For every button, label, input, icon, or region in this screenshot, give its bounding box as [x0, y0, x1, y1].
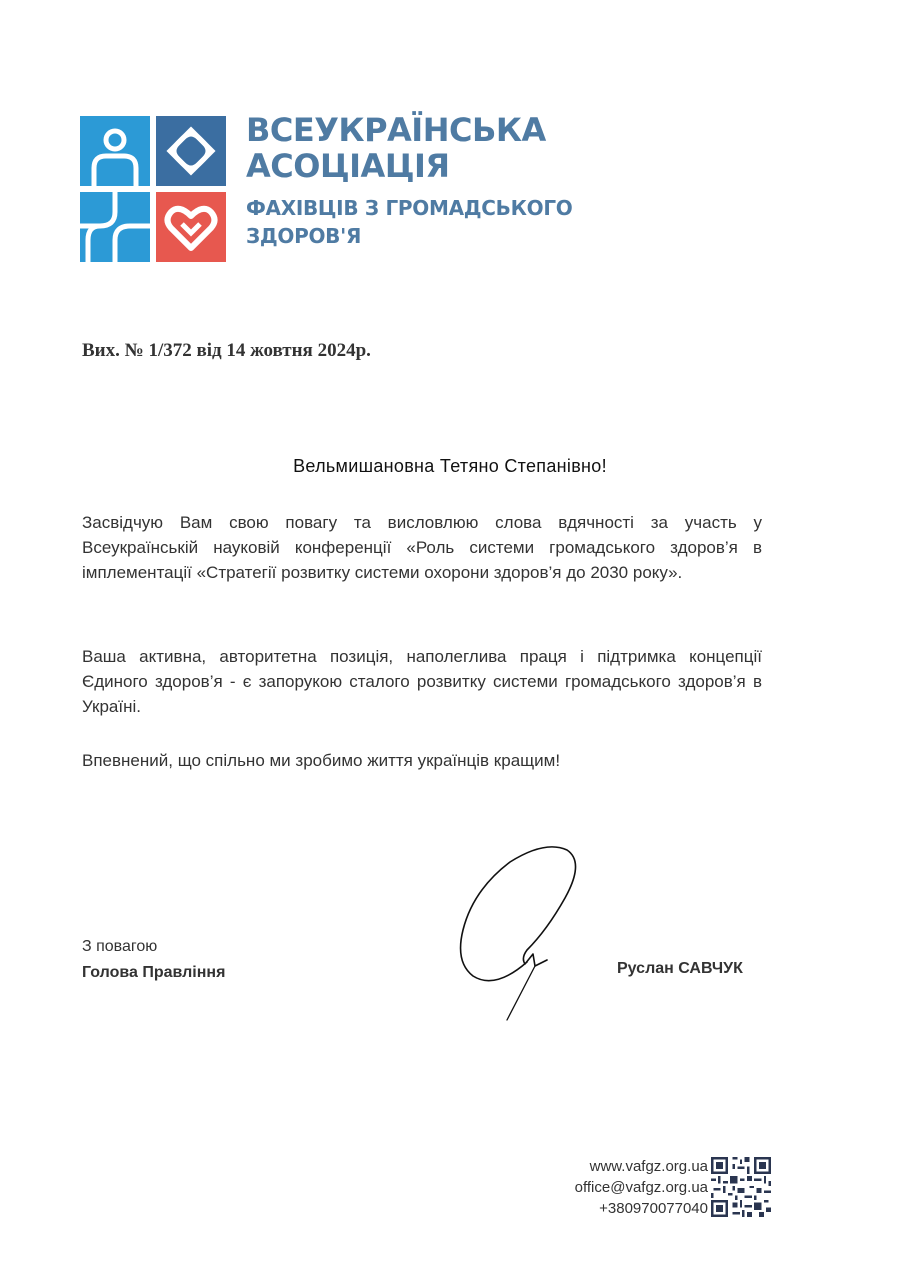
- closing-regards: З повагою: [82, 938, 158, 955]
- body-paragraph: Впевнений, що спільно ми зробимо життя українців кращим!: [82, 751, 561, 770]
- qr-code-icon: [711, 1157, 771, 1217]
- website-link[interactable]: www.vafgz.org.ua: [589, 1158, 708, 1175]
- association-logo-icon: [80, 116, 226, 262]
- phone-number: +380970077040: [599, 1200, 708, 1217]
- contact-block: [575, 1156, 708, 1219]
- closing-block: [82, 934, 225, 986]
- salutation: Вельмишановна Тетяно Степанівно!: [293, 456, 607, 476]
- handwritten-signature: [455, 840, 595, 1025]
- letterhead-line: ЗДОРОВ'Я: [246, 224, 362, 248]
- body-paragraph: Ваша активна, авторитетна позиція, наполеглива праця і підтримка концепції Єдиного здоров’я - є запорукою сталого розвитку системи громадського здоров’я в Україні.: [82, 647, 762, 716]
- letterhead-line: АСОЦІАЦІЯ: [246, 147, 450, 185]
- signer-name: Руслан САВЧУК: [617, 960, 743, 977]
- letterhead-line: ФАХІВЦІВ З ГРОМАДСЬКОГО: [246, 196, 573, 220]
- letterhead-line: ВСЕУКРАЇНСЬКА: [246, 111, 546, 149]
- email-link[interactable]: office@vafgz.org.ua: [574, 1179, 708, 1196]
- body-paragraph: Засвідчую Вам свою повагу та висловлюю слова вдячності за участь у Всеукраїнській науковій конференції «Роль системи громадського здоров’я в імплементації «Стратегії розвитку системи охорони здоров’я до 2030 року».: [82, 513, 762, 582]
- letterhead-title: [246, 112, 573, 250]
- outgoing-reference: Вих. № 1/372 від 14 жовтня 2024р.: [82, 340, 371, 361]
- signer-position: Голова Правління: [82, 964, 226, 981]
